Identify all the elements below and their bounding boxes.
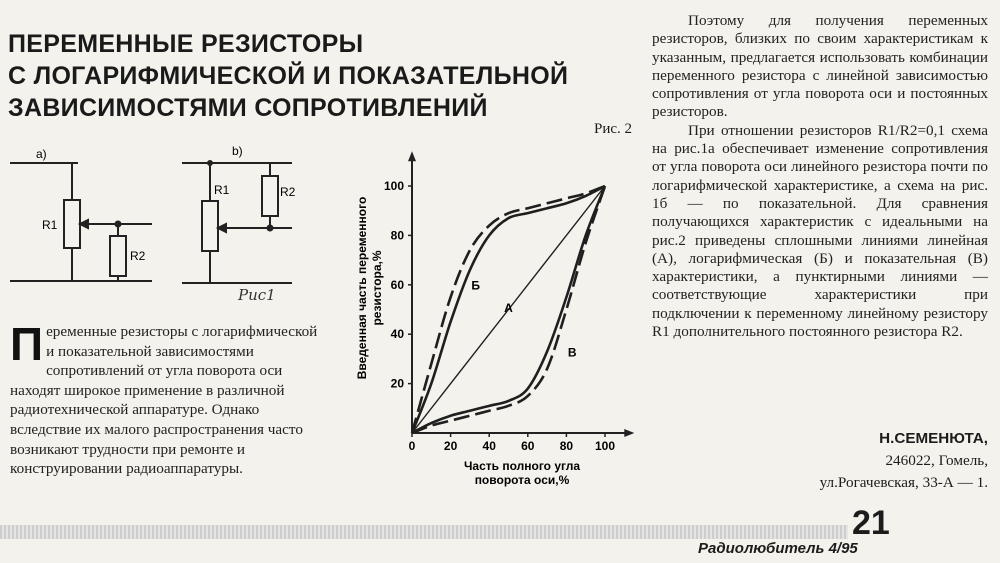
chart-ylabel-line-2: резистора,% <box>370 250 384 326</box>
left-column-text <box>10 318 328 479</box>
y-tick-label: 80 <box>390 228 404 243</box>
curve-label: В <box>567 345 577 360</box>
title-line-2: С ЛОГАРИФМИЧЕСКОЙ И ПОКАЗАТЕЛЬНОЙ <box>8 62 569 90</box>
magazine-issue: Радиолюбитель 4/95 <box>698 540 858 557</box>
circuit-a-label: a) <box>36 147 47 161</box>
figure1-caption: Рис1 <box>238 286 276 304</box>
y-tick-label: 40 <box>390 327 404 342</box>
circuit-b-r2-label: R2 <box>280 185 296 199</box>
x-tick-label: 20 <box>443 439 458 453</box>
circuit-a-r2-label: R2 <box>130 249 146 263</box>
x-axis-arrow <box>624 429 634 437</box>
author-name: Н.СЕМЕНЮТА, <box>879 430 988 447</box>
drop-cap: П <box>10 318 44 370</box>
figure2-label: Рис. 2 <box>594 121 633 137</box>
right-paragraph-2: При отношении резисторов R1/R2=0,1 схема на рис.1а обеспечивает изменение сопротивления от угла поворота оси линейного резистора почти по логарифмической характеристике, а схема на рис. 1б — по показательной. Для сравнения получающихся характеристик с идеальными на рис.2 приведены сплошными линиями линейная (А), логарифмическая (Б) и показательная (В) характеристики, а пунктирными линиями — соответствующие характеристики при подключении к переменному линейному резистору R1 дополнительного постоянного резистора R2. <box>652 121 988 341</box>
footer-band <box>0 525 848 539</box>
y-tick-label: 60 <box>390 277 404 292</box>
right-paragraph-1: Поэтому для получения переменных резисторов, близких по своим характеристикам к указанным, предлагается использовать комбинации переменного резистора с линейной зависимостью сопротивления от угла поворота оси и постоянных резисторов. <box>652 12 988 121</box>
x-tick-label: 40 <box>482 439 496 453</box>
title-line-1: ПЕРЕМЕННЫЕ РЕЗИСТОРЫ <box>8 30 364 58</box>
x-tick-label: 60 <box>521 439 535 453</box>
curve-label: Б <box>471 278 481 293</box>
x-tick-label: 100 <box>594 439 616 453</box>
author-block <box>700 428 988 494</box>
y-tick-label: 100 <box>383 179 404 193</box>
left-paragraph: еременные резисторы с логарифмической и показательной зависимостями сопротивлений от угла поворота оси находят широкое применение в различной радиотехнической аппаратуре. Однако вследствие их малого распространения часто возникают трудности при ремонте и конструировании радиоаппаратуры. <box>10 323 318 478</box>
x-tick-label: 80 <box>559 439 574 453</box>
curve-label: А <box>504 300 513 315</box>
right-column-text <box>652 12 988 341</box>
title-line-3: ЗАВИСИМОСТЯМИ СОПРОТИВЛЕНИЙ <box>8 94 488 122</box>
author-street: ул.Рогачевская, 33-А — 1. <box>819 474 988 491</box>
x-tick-label: 0 <box>408 439 416 453</box>
chart-xlabel-line-1: Часть полного угла <box>463 459 581 473</box>
y-axis-arrow <box>408 151 416 161</box>
author-city: 246022, Гомель, <box>885 452 988 469</box>
y-tick-label: 20 <box>390 376 404 391</box>
chart-ylabel-line-1: Введенная часть переменного <box>355 196 369 380</box>
page-number: 21 <box>852 504 890 542</box>
circuit-b-r1-label: R1 <box>214 183 230 197</box>
circuit-b-label: b) <box>232 144 243 158</box>
chart-xlabel-line-2: поворота оси,% <box>474 473 570 487</box>
circuit-a-r1-label: R1 <box>42 218 58 232</box>
